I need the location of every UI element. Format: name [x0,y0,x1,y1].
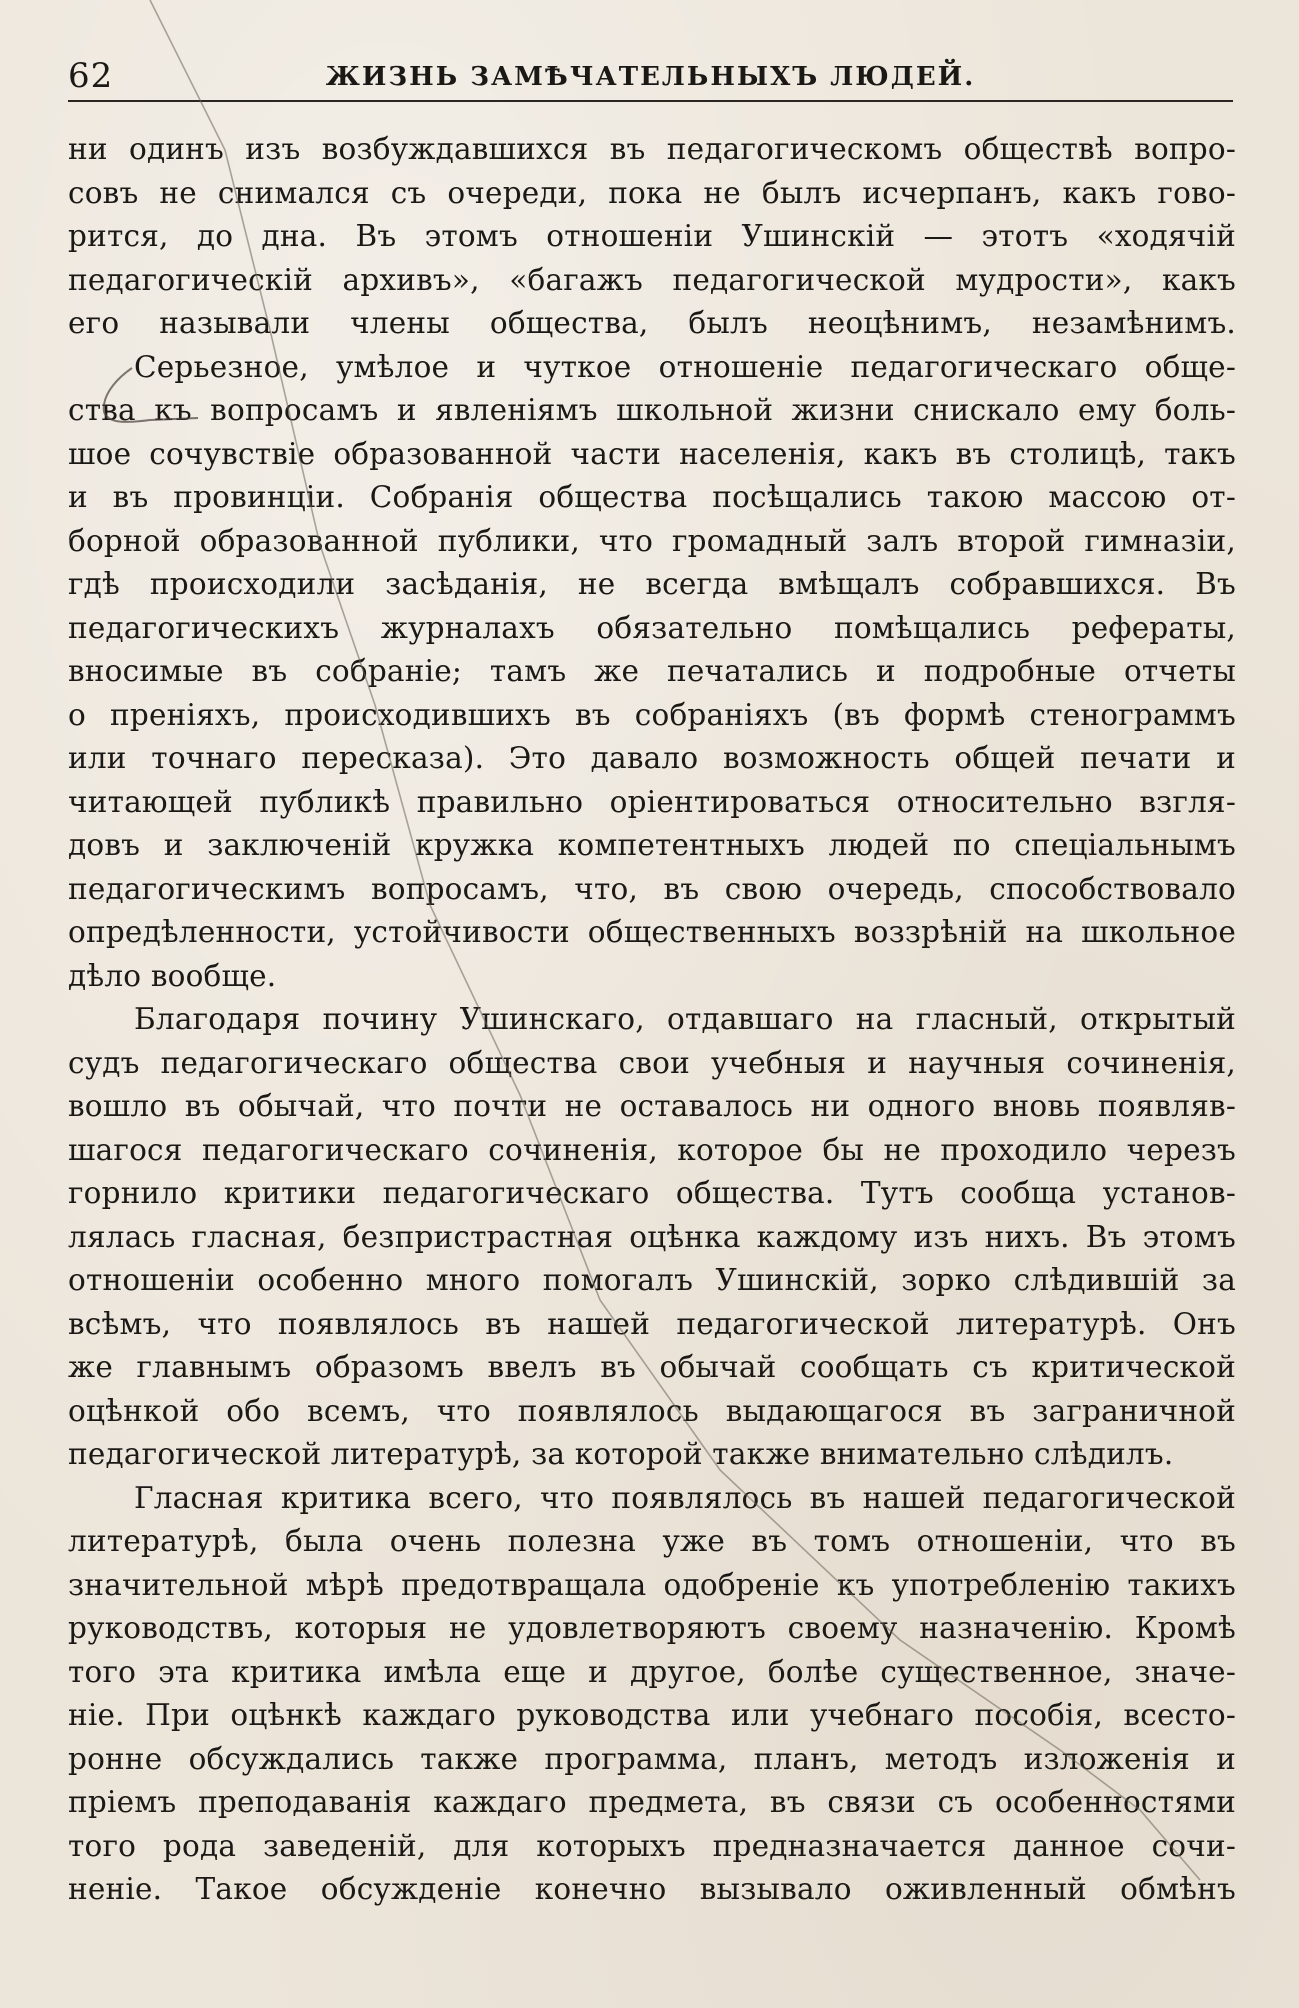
text-line: его называли члены общества, былъ неоцѣнимъ, незамѣнимъ. [68,306,1236,340]
text-line: ронне обсуждались также программа, планъ, методъ изложенія и [68,1741,1236,1776]
text-line: ни одинъ изъ возбуждавшихся въ педагогическомъ обществѣ вопро- [68,132,1236,166]
text-line: гдѣ происходили засѣданія, не всегда вмѣщалъ собравшихся. Въ [68,567,1236,601]
text-line: значительной мѣрѣ предотвращала одобреніе къ употребленію такихъ [68,1567,1236,1602]
text-line: же главнымъ образомъ ввелъ въ обычай сообщать съ критической [68,1350,1236,1384]
text-line: или точнаго пересказа). Это давало возможность общей печати и [68,741,1236,775]
text-line: того эта критика имѣла еще и другое, болѣе существенное, значе- [68,1654,1236,1689]
running-title: ЖИЗНЬ ЗАМѢЧАТЕЛЬНЫХЪ ЛЮДЕЙ. [325,62,976,92]
text-line: читающей публикѣ правильно оріентироваться относительно взгля- [68,784,1236,819]
text-line: лялась гласная, безпристрастная оцѣнка каждому изъ нихъ. Въ этомъ [68,1219,1236,1254]
text-line: опредѣленности, устойчивости общественныхъ воззрѣній на школьное [68,915,1236,949]
text-line: дѣло вообще. [68,958,277,993]
page-number: 62 [68,56,114,96]
text-line: ніе. При оцѣнкѣ каждаго руководства или учебнаго пособія, всесто- [68,1698,1236,1732]
text-line: шое сочувствіе образованной части населенія, какъ въ столицѣ, такъ [68,436,1236,471]
text-line: шагося педагогическаго сочиненія, которое бы не проходило черезъ [68,1132,1236,1167]
text-line: совъ не снимался съ очереди, пока не былъ исчерпанъ, какъ гово- [68,175,1236,210]
text-line: Гласная критика всего, что появлялось въ нашей педагогической [134,1480,1236,1515]
text-line: педагогическимъ вопросамъ, что, въ свою очередь, способствовало [68,871,1236,906]
page-header [68,52,1233,102]
text-line: педагогической литературѣ, за которой также внимательно слѣдилъ. [68,1437,1174,1471]
text-line: судъ педагогическаго общества свои учебныя и научныя сочиненія, [68,1045,1236,1080]
text-line: о преніяхъ, происходившихъ въ собраніяхъ (въ формѣ стенограммъ [68,697,1236,732]
text-line: пріемъ преподаванія каждаго предмета, въ связи съ особенностями [68,1785,1236,1819]
text-line: Благодаря почину Ушинскаго, отдавшаго на гласный, открытый [134,1002,1236,1036]
text-line: руководствъ, которыя не удовлетворяютъ своему назначенію. Кромѣ [68,1611,1236,1645]
text-line: довъ и заключеній кружка компетентныхъ людей по спеціальнымъ [68,828,1236,862]
text-line: педагогическихъ журналахъ обязательно помѣщались рефераты, [68,610,1236,645]
text-line: ства къ вопросамъ и явленіямъ школьной жизни снискало ему боль- [68,393,1236,427]
text-line: Серьезное, умѣлое и чуткое отношеніе педагогическаго обще- [134,349,1236,384]
text-line: того рода заведеній, для которыхъ предназначается данное сочи- [68,1828,1236,1863]
text-line: и въ провинціи. Собранія общества посѣщались такою массою от- [68,480,1236,514]
text-line: вошло въ обычай, что почти не оставалось ни одного вновь появляв- [68,1089,1236,1123]
text-line: вносимые въ собраніе; тамъ же печатались и подробные отчеты [68,654,1236,688]
header-rule [68,100,1233,102]
text-line: неніе. Такое обсужденіе конечно вызывало оживленный обмѣнъ [68,1872,1236,1906]
text-line: педагогическій архивъ», «багажъ педагогической мудрости», какъ [68,262,1236,297]
text-line: всѣмъ, что появлялось въ нашей педагогической литературѣ. Онъ [68,1306,1236,1341]
text-line: рится, до дна. Въ этомъ отношеніи Ушинскій — этотъ «ходячій [68,219,1236,253]
text-line: литературѣ, была очень полезна уже въ томъ отношеніи, что въ [68,1524,1236,1558]
text-line: горнило критики педагогическаго общества. Тутъ сообща установ- [68,1176,1236,1210]
text-line: отношеніи особенно много помогалъ Ушинскій, зорко слѣдившій за [68,1263,1236,1297]
text-line: оцѣнкой обо всемъ, что появлялось выдающагося въ заграничной [68,1393,1236,1428]
text-line: борной образованной публики, что громадный залъ второй гимназіи, [68,523,1236,558]
body-text [68,128,1236,1912]
